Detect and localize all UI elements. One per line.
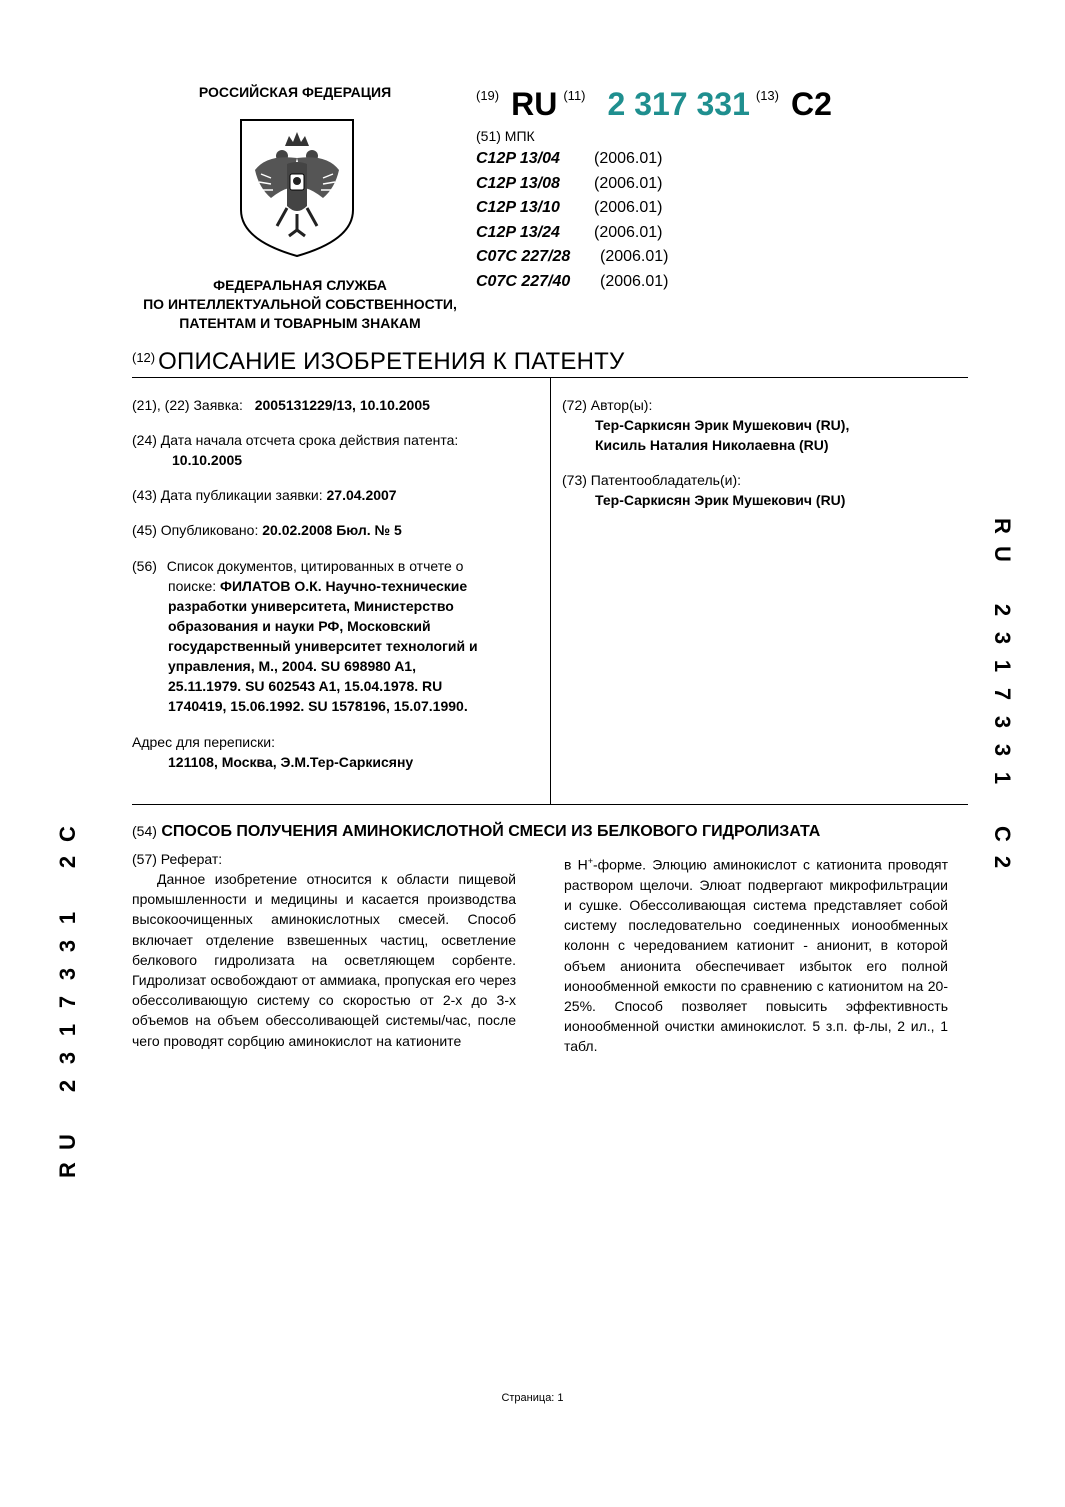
ipc-version: (2006.01)	[594, 150, 663, 167]
side-char: 3	[55, 967, 80, 981]
side-char	[57, 1099, 85, 1129]
ipc-version: (2006.01)	[594, 223, 663, 241]
ipc-class: C12P 13/10	[476, 199, 560, 217]
side-char: 1	[990, 771, 1015, 785]
side-char	[57, 875, 85, 905]
owner-name: Тер-Саркисян Эрик Мушекович (RU)	[595, 492, 846, 508]
abstract-label: (57) Реферат:	[132, 851, 223, 867]
ipc-class-row	[476, 175, 669, 200]
ipc-class-row	[476, 248, 669, 273]
field-value-line: государственный университет технологий и	[168, 638, 478, 654]
field-value: 10.10.2005	[172, 452, 243, 468]
side-char: 2	[55, 1079, 80, 1093]
field-value: 2005131229/13, 10.10.2005	[254, 397, 430, 413]
ipc-class-row	[476, 273, 669, 298]
invention-title-text: СПОСОБ ПОЛУЧЕНИЯ АМИНОКИСЛОТНОЙ СМЕСИ ИЗ БЕЛКОВОГО ГИДРОЛИЗАТА	[161, 823, 821, 840]
inid-code-11: (11)	[563, 88, 586, 103]
side-number-right	[984, 512, 1014, 876]
country-name: РОССИЙСКАЯ ФЕДЕРАЦИЯ	[198, 84, 392, 100]
field-label: (45) Опубликовано:	[132, 522, 259, 538]
field-label: (43) Дата публикации заявки:	[132, 487, 323, 503]
abstract-column-2	[564, 851, 948, 1057]
side-char: 7	[55, 995, 80, 1009]
ipc-class: C12P 13/24	[476, 223, 560, 241]
inid-code-54: (54)	[132, 823, 157, 839]
ipc-label: (51) МПК	[476, 128, 535, 144]
patent-number: 2 317 331	[607, 86, 750, 122]
agency-name	[120, 276, 480, 333]
ipc-class-row	[476, 150, 669, 175]
divider-vertical	[550, 378, 551, 804]
ipc-class: C12P 13/08	[476, 174, 560, 192]
side-char: 1	[990, 659, 1015, 673]
field-label: поиске:	[168, 578, 217, 594]
field-label: (24) Дата начала отсчета срока действия патента:	[132, 432, 459, 448]
field-value-line: образования и науки РФ, Московский	[168, 618, 431, 634]
divider-bottom	[132, 804, 968, 805]
agency-line: ПАТЕНТАМ И ТОВАРНЫМ ЗНАКАМ	[179, 315, 421, 331]
side-char: 2	[55, 855, 80, 869]
ipc-class-row	[476, 199, 669, 224]
field-value: ФИЛАТОВ О.К. Научно-технические	[220, 578, 468, 594]
field-label: Адрес для переписки:	[132, 734, 275, 750]
ipc-class: C07C 227/40	[476, 272, 571, 290]
ipc-version: (2006.01)	[600, 272, 669, 290]
side-char: 3	[55, 1051, 80, 1065]
page-number: Страница: 1	[501, 1392, 564, 1404]
side-char: R	[55, 1162, 80, 1178]
side-number-left	[56, 820, 86, 1184]
field-value-line: управления, М., 2004. SU 698980 A1,	[168, 658, 416, 674]
ipc-version: (2006.01)	[594, 174, 663, 192]
field-label: (73) Патентообладатель(и):	[562, 472, 741, 488]
side-char: 1	[55, 1023, 80, 1037]
abstract-sup: +	[587, 856, 593, 866]
side-char: C	[55, 826, 80, 842]
coat-of-arms-icon	[237, 118, 357, 258]
application-field	[132, 395, 532, 415]
side-char: U	[990, 546, 1015, 562]
field-value-line: 25.11.1979. SU 602543 A1, 15.04.1978. RU	[168, 678, 443, 694]
document-title	[132, 348, 624, 376]
side-char: 3	[55, 939, 80, 953]
side-char: 2	[990, 603, 1015, 617]
agency-line: ПО ИНТЕЛЛЕКТУАЛЬНОЙ СОБСТВЕННОСТИ,	[143, 296, 457, 312]
agency-line: ФЕДЕРАЛЬНАЯ СЛУЖБА	[213, 277, 387, 293]
abstract-text: Данное изобретение относится к области пищевой промышленности и медицины и касается производства высокоочищенных аминокислотных смесей. Способ включает отделение взвешенных частиц, осветление белкового гидролизата на осветляющем сорбенте. Гидролизат освобождают от аммиака, пропуская его через обессоливающую систему со скоростью от 2-х до 3-х объемов на объем обессоливающей системы/час, после чего проводят сорбцию аминокислот на катионите	[132, 871, 516, 1049]
field-value: 27.04.2007	[326, 487, 397, 503]
field-label: Список документов, цитированных в отчете о	[166, 558, 464, 574]
field-value-line: 1740419, 15.06.1992. SU 1578196, 15.07.1990.	[168, 698, 468, 714]
ipc-version: (2006.01)	[600, 248, 669, 266]
side-char: U	[55, 1134, 80, 1150]
abstract-text: -форме. Элюцию аминокислот с катионита проводят раствором щелочи. Элюат подвергают микрофильтрации и сушке. Обессоливающая система представляет собой систему последовательно соединенных ионообменных колонн с чередованием катионит - анионит, в которой объем анионита обеспечивает избыток его полной ионообменной емкости по сравнению с катионитом на 20-25%. Способ позволяет повысить эффективность ионообменной очистки аминокислот. 5 з.п. ф-лы, 2 ил., 1 табл.	[564, 856, 948, 1055]
field-value: 121108, Москва, Э.М.Тер-Саркисяну	[168, 754, 414, 770]
country-code: RU	[511, 86, 558, 122]
ipc-class: C12P 13/04	[476, 150, 560, 167]
field-value: 20.02.2008 Бюл. № 5	[262, 522, 402, 538]
ipc-class-row	[476, 224, 669, 249]
ipc-list	[476, 150, 669, 298]
owner-field	[562, 470, 952, 510]
field-label: (72) Автор(ы):	[562, 397, 653, 413]
side-char: 1	[55, 911, 80, 925]
publication-number	[476, 86, 832, 126]
pub-app-field	[132, 485, 532, 505]
kind-code: C2	[790, 86, 832, 122]
author-name: Тер-Саркисян Эрик Мушекович (RU),	[595, 417, 850, 433]
address-field	[132, 732, 532, 772]
field-label: (21), (22) Заявка:	[132, 397, 243, 413]
published-field	[132, 520, 532, 540]
document-title-text: ОПИСАНИЕ ИЗОБРЕТЕНИЯ К ПАТЕНТУ	[158, 348, 625, 375]
side-char: 3	[990, 743, 1015, 757]
inid-code-19: (19)	[476, 88, 500, 103]
side-char: 3	[990, 715, 1015, 729]
side-char	[985, 567, 1013, 597]
authors-field	[562, 395, 952, 455]
inid-code-13: (13)	[755, 88, 779, 103]
side-char: 7	[990, 687, 1015, 701]
abstract-column-1	[132, 869, 516, 1051]
side-char: 3	[990, 631, 1015, 645]
ipc-version: (2006.01)	[594, 199, 663, 217]
abstract-text-2	[564, 851, 948, 1057]
side-char: C	[990, 826, 1015, 842]
inid-code-56: (56)	[132, 558, 157, 574]
author-name: Кисиль Наталия Николаевна (RU)	[595, 437, 829, 453]
start-date-field	[132, 430, 532, 470]
side-char	[985, 791, 1013, 821]
inid-code-12: (12)	[132, 350, 156, 365]
abstract-prefix: в H	[564, 856, 588, 873]
cited-documents	[132, 556, 542, 716]
invention-title	[132, 823, 820, 841]
side-char: 2	[990, 855, 1015, 869]
field-value-line: разработки университета, Министерство	[168, 598, 454, 614]
ipc-class: C07C 227/28	[476, 248, 571, 266]
side-char: R	[990, 518, 1015, 534]
